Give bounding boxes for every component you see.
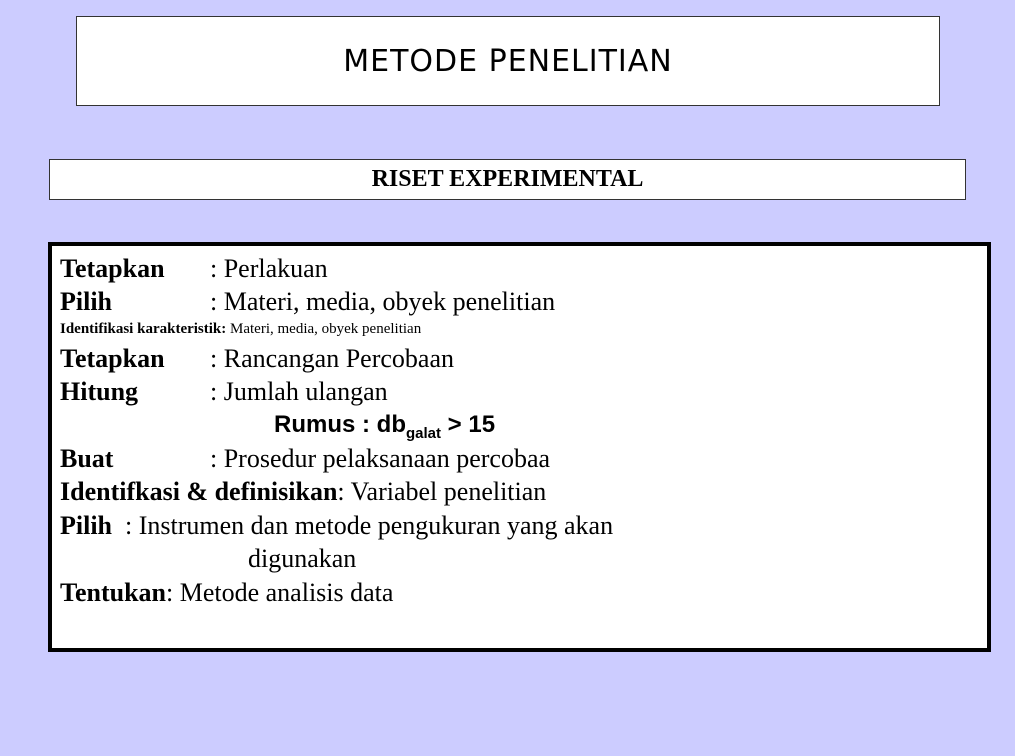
line-buat xyxy=(60,444,551,474)
line-tentukan xyxy=(60,578,393,608)
line-pilih-materi xyxy=(60,287,556,317)
line-value: : Instrumen dan metode pengukuran yang akan xyxy=(112,511,614,540)
line-identifikasi-karakteristik xyxy=(60,319,421,339)
line-key: Identifikasi karakteristik: xyxy=(60,321,227,337)
line-identifikasi-definisikan xyxy=(60,477,546,507)
line-key: Hitung xyxy=(60,377,139,406)
title-box xyxy=(76,16,940,106)
line-value: : Metode analisis data xyxy=(166,578,394,607)
line-hitung xyxy=(60,377,388,407)
line-value: : Jumlah ulangan xyxy=(210,377,388,406)
line-pilih-instrumen xyxy=(60,511,613,541)
line-value: : Variabel penelitian xyxy=(337,477,547,506)
line-value: : Perlakuan xyxy=(210,254,328,283)
line-digunakan: digunakan xyxy=(248,544,357,573)
formula-subscript: galat xyxy=(406,424,442,442)
line-key: Identifkasi & definisikan xyxy=(60,477,338,506)
line-value: : Materi, media, obyek penelitian xyxy=(210,287,556,316)
line-value: : Prosedur pelaksanaan percobaa xyxy=(210,444,551,473)
page-title: METODE PENELITIAN xyxy=(343,43,673,79)
line-key: Buat xyxy=(60,444,114,473)
line-tetapkan-perlakuan xyxy=(60,254,328,284)
formula-prefix: Rumus : db xyxy=(274,411,406,438)
line-tetapkan-rancangan xyxy=(60,344,455,374)
content-box xyxy=(48,242,991,652)
line-key: Pilih xyxy=(60,511,113,540)
line-key: Pilih xyxy=(60,287,113,316)
formula xyxy=(274,410,495,449)
line-key: Tentukan xyxy=(60,578,166,607)
subtitle-box xyxy=(49,159,966,200)
line-value: Materi, media, obyek penelitian xyxy=(226,321,422,337)
line-key: Tetapkan xyxy=(60,344,165,373)
section-title: RISET EXPERIMENTAL xyxy=(371,166,644,192)
line-value: : Rancangan Percobaan xyxy=(210,344,455,373)
line-key: Tetapkan xyxy=(60,254,165,283)
formula-suffix: > 15 xyxy=(441,411,496,438)
